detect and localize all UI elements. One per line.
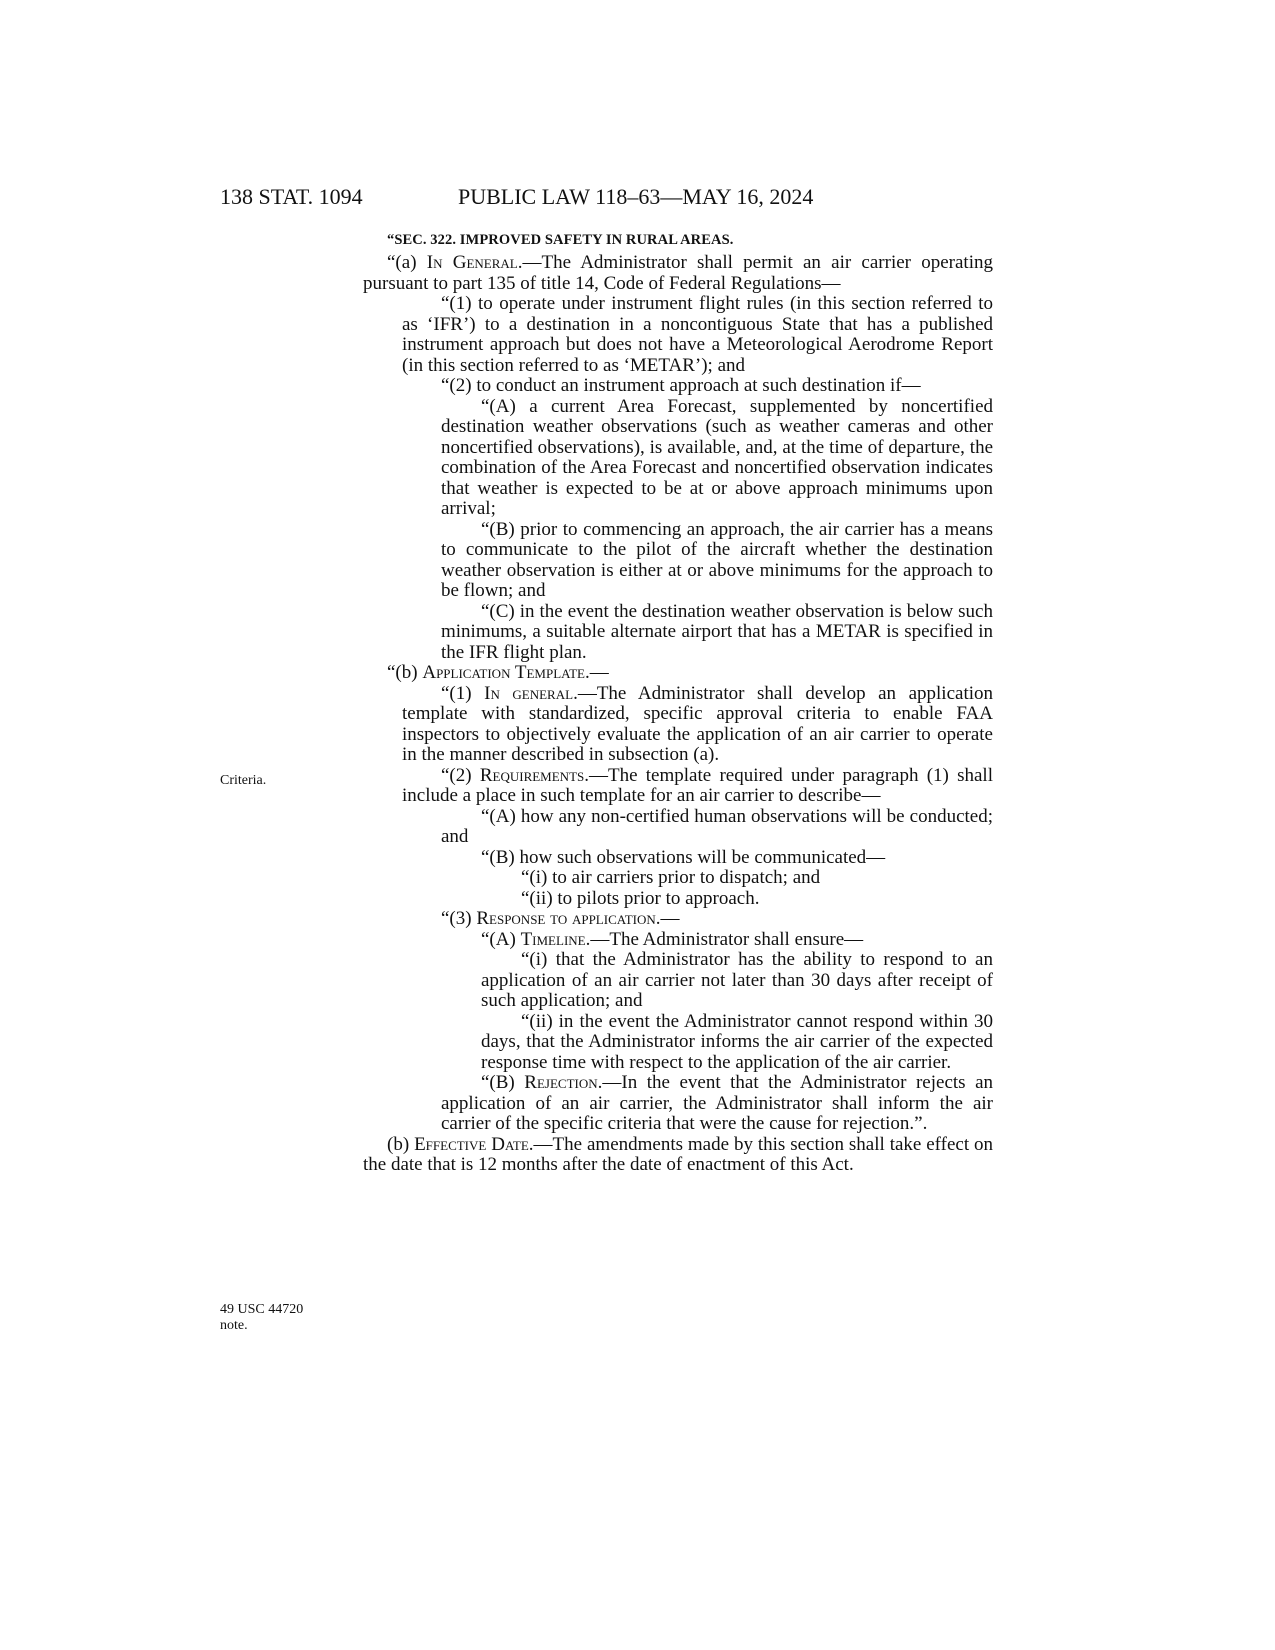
subparagraph-b-2-B: “(B) how such observations will be communicated— [481,846,886,868]
subparagraph-b-2-A: “(A) how any non-certified human observations will be conducted; and [441,805,993,847]
paragraph-b-2-text: .—The template required under paragraph (1) shall include a place in such template for an air carrier to describe— [402,764,993,806]
subparagraph-a-2-A: “(A) a current Area Forecast, supplemented by noncertified destination weather observations (such as weather cameras and other noncertified observations), is available, and, at the time of departure, the combination of the Area Forecast and noncertified observation indicates that weather is expected to be at or above approach minimums upon arrival; [441,395,993,519]
subparagraph-b-3-B-caption: Rejection [524,1072,598,1093]
subparagraph-b-3-B-number: “(B) [481,1072,525,1093]
subparagraph-b-3-A-text: .—The Administrator shall ensure— [585,928,864,950]
effective-date-caption: Effective Date [414,1133,529,1155]
margin-note-usc [220,1302,303,1334]
section-body [363,253,993,1176]
subsection-b-dash: .— [584,662,609,683]
effective-date-subsection [363,1135,993,1176]
paragraph-a-2: “(2) to conduct an instrument approach at such destination if— [441,375,921,396]
paragraph-b-2-number: “(2) [441,764,480,786]
subparagraph-b-3-A-number: “(A) [481,928,521,950]
margin-note-criteria: Criteria. [220,773,267,788]
paragraph-a-1: “(1) to operate under instrument flight rules (in this section referred to as ‘IFR’) to a destination in a noncontiguous State that has a published instrument approach but does not have a Meteorological Aerodrome Report (in this section referred to as ‘METAR’); and [402,293,993,376]
paragraph-b-3-dash: .— [655,908,680,929]
subparagraph-a-2-C: “(C) in the event the destination weather observation is below such minimums, a suitable alternate airport that has a METAR is specified in the IFR flight plan. [441,600,993,663]
paragraph-b-1-text: .—The Administrator shall develop an application template with standardized, specific approval criteria to enable FAA inspectors to objectively evaluate the application of an air carrier to operate in the manner described in subsection (a). [402,682,994,765]
paragraph-b-1-caption: In general [484,682,574,704]
statute-page-number: 138 STAT. 1094 [220,184,363,209]
margin-note-usc-line1: 49 USC 44720 [220,1302,304,1317]
paragraph-b-2 [402,766,993,807]
clause-b-2-B-ii: “(ii) to pilots prior to approach. [521,887,760,909]
margin-note-usc-line2: note. [220,1318,248,1333]
paragraph-b-3-caption: Response to application [476,908,656,929]
page-header [220,184,1020,214]
subsection-b-heading [363,663,993,684]
paragraph-b-2-caption: Requirements [479,764,585,786]
clause-b-3-A-i: “(i) that the Administrator has the ability to respond to an application of an air carrier not later than 30 days after receipt of such application; and [481,949,993,1011]
subsection-a-text: .—The Administrator shall permit an air carrier operating pursuant to part 135 of title 14, Code of Federal Regulations— [363,252,993,294]
clause-b-3-A-ii: “(ii) in the event the Administrator cannot respond within 30 days, that the Administrator informs the air carrier of the expected response time with respect to the application of the air carrier. [481,1010,993,1073]
clause-b-2-B-i: “(i) to air carriers prior to dispatch; and [521,867,821,888]
paragraph-b-1-number: “(1) [441,682,485,704]
subsection-a-number: “(a) [387,252,427,273]
subparagraph-a-2-B: “(B) prior to commencing an approach, the air carrier has a means to communicate to the pilot of the aircraft whether the destination weather observation is either at or above minimums for the approach to be flown; and [441,518,993,601]
subparagraph-b-3-B-text: .—In the event that the Administrator rejects an application of an air carrier, the Administrator shall inform the air carrier of the specific criteria that were the cause for rejection.”. [441,1072,994,1134]
subparagraph-b-3-B [441,1073,993,1135]
effective-date-text: .—The amendments made by this section shall take effect on the date that is 12 months after the date of enactment of this Act. [363,1133,994,1175]
section-heading: “SEC. 322. IMPROVED SAFETY IN RURAL AREAS. [387,232,734,248]
paragraph-b-3-heading [402,909,993,930]
paragraph-b-3-number: “(3) [441,908,477,929]
subparagraph-b-3-A [441,930,993,951]
subparagraph-b-3-A-caption: Timeline [520,928,586,950]
effective-date-number: (b) [387,1133,415,1155]
subsection-b-caption: Application Template [422,662,585,683]
paragraph-b-1 [402,684,993,766]
subsection-a [363,253,993,294]
public-law-citation: PUBLIC LAW 118–63—MAY 16, 2024 [458,184,814,209]
subsection-a-caption: In General [426,252,518,273]
subsection-b-number: “(b) [387,662,423,683]
